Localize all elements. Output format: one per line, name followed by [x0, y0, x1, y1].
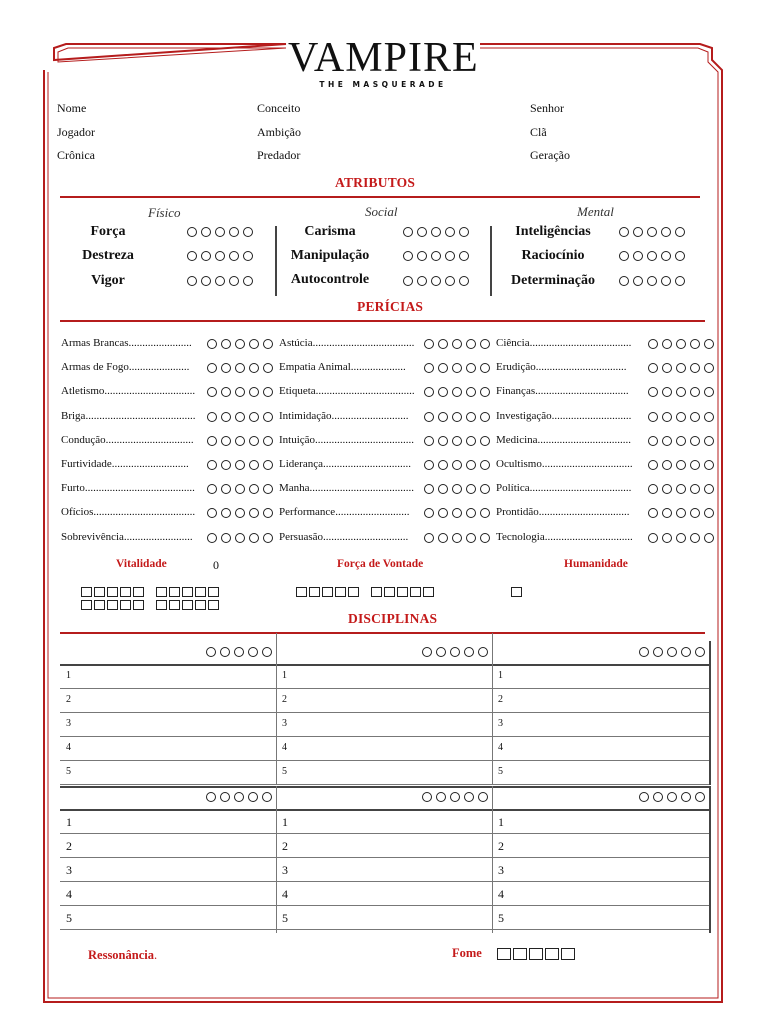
- discipline-level-dots[interactable]: [206, 647, 276, 660]
- divider: [60, 929, 709, 930]
- divider: [492, 633, 493, 785]
- attr-forca: Força: [90, 224, 126, 239]
- ressonancia-text: Ressonância: [88, 948, 154, 962]
- section-atributos: ATRIBUTOS: [335, 175, 416, 190]
- skill-label: Briga........................................: [61, 410, 196, 422]
- discipline-power-number: 5: [498, 911, 504, 925]
- skill-dots[interactable]: [424, 339, 494, 352]
- section-pericias: PERÍCIAS: [357, 299, 424, 314]
- divider: [276, 786, 277, 933]
- section-disciplinas: DISCIPLINAS: [348, 611, 438, 626]
- field-jogador[interactable]: Jogador: [57, 125, 95, 139]
- field-conceito[interactable]: Conceito: [257, 101, 301, 115]
- skill-label: Astúcia.....................................: [279, 337, 415, 349]
- divider: [60, 857, 709, 858]
- divider: [60, 833, 709, 834]
- discipline-level-dots[interactable]: [206, 792, 276, 805]
- skill-dots[interactable]: [207, 533, 277, 546]
- skill-dots[interactable]: [424, 460, 494, 473]
- attribute-dots[interactable]: [403, 227, 473, 240]
- skill-label: Tecnologia................................: [496, 531, 633, 543]
- skill-dots[interactable]: [648, 508, 718, 521]
- skill-label: Performance...........................: [279, 506, 410, 518]
- attribute-dots[interactable]: [619, 276, 689, 289]
- skill-dots[interactable]: [648, 484, 718, 497]
- attr-vigor: Vigor: [91, 273, 125, 288]
- divider: [60, 760, 709, 761]
- vitalidade-value: 0: [213, 558, 219, 572]
- skill-label: Política.....................................: [496, 482, 632, 494]
- skill-label: Liderança................................: [279, 458, 411, 470]
- skill-dots[interactable]: [648, 387, 718, 400]
- humanidade-box[interactable]: [511, 584, 524, 602]
- skill-label: Furto........................................: [61, 482, 195, 494]
- skill-label: Etiqueta....................................: [279, 385, 415, 397]
- skill-label: Armas de Fogo......................: [61, 361, 190, 373]
- vitalidade-label: Vitalidade: [116, 558, 167, 570]
- skill-dots[interactable]: [424, 484, 494, 497]
- discipline-power-number: 3: [282, 718, 287, 729]
- discipline-power-number: 4: [66, 887, 72, 901]
- discipline-power-number: 5: [66, 766, 71, 777]
- divider: [60, 905, 709, 906]
- discipline-power-number: 1: [282, 670, 287, 681]
- skill-dots[interactable]: [648, 460, 718, 473]
- attr-raciocinio: Raciocínio: [521, 248, 585, 263]
- skill-label: Armas Brancas.......................: [61, 337, 192, 349]
- attr-manipulacao: Manipulação: [290, 248, 370, 263]
- divider: [60, 664, 709, 666]
- attribute-dots[interactable]: [187, 251, 257, 264]
- skill-label: Condução................................: [61, 434, 194, 446]
- discipline-power-number: 2: [282, 694, 287, 705]
- divider: [60, 784, 709, 785]
- skill-label: Medicina..................................: [496, 434, 632, 446]
- discipline-power-number: 2: [282, 839, 288, 853]
- attribute-dots[interactable]: [187, 227, 257, 240]
- skill-dots[interactable]: [648, 339, 718, 352]
- fome-boxes[interactable]: [497, 947, 577, 965]
- discipline-power-number: 3: [66, 718, 71, 729]
- attr-inteligencias: Inteligências: [515, 224, 591, 239]
- divider: [492, 786, 493, 933]
- skill-dots[interactable]: [207, 387, 277, 400]
- skill-dots[interactable]: [207, 484, 277, 497]
- divider: [60, 786, 709, 788]
- field-nome[interactable]: Nome: [57, 101, 87, 115]
- discipline-power-number: 1: [282, 815, 288, 829]
- logo-subtitle: THE MASQUERADE: [319, 80, 447, 89]
- logo-title: VAMPIRE: [288, 35, 479, 81]
- skill-dots[interactable]: [207, 460, 277, 473]
- attribute-dots[interactable]: [403, 276, 473, 289]
- skill-dots[interactable]: [207, 339, 277, 352]
- skill-dots[interactable]: [648, 363, 718, 376]
- skill-label: Manha......................................: [279, 482, 415, 494]
- vitalidade-boxes-row2[interactable]: [81, 597, 221, 615]
- discipline-power-number: 1: [498, 815, 504, 829]
- forca-vontade-label: Força de Vontade: [337, 558, 424, 570]
- skill-label: Ocultismo.................................: [496, 458, 633, 470]
- attribute-dots[interactable]: [187, 276, 257, 289]
- discipline-power-number: 5: [498, 766, 503, 777]
- skill-label: Finanças..................................: [496, 385, 629, 397]
- skill-label: Intimidação............................: [279, 410, 409, 422]
- fome-label: Fome: [452, 946, 482, 960]
- attr-autocontrole: Autocontrole: [290, 272, 370, 287]
- skill-label: Investigação.............................: [496, 410, 632, 422]
- divider: [60, 196, 700, 198]
- skill-label: Ciência.....................................: [496, 337, 632, 349]
- field-ambicao[interactable]: Ambição: [257, 125, 301, 139]
- field-cla[interactable]: Clã: [530, 125, 547, 139]
- skill-label: Furtividade............................: [61, 458, 189, 470]
- skill-dots[interactable]: [207, 508, 277, 521]
- skill-label: Ofícios.....................................: [61, 506, 196, 518]
- discipline-power-number: 4: [282, 887, 288, 901]
- divider: [60, 688, 709, 689]
- discipline-power-number: 3: [66, 863, 72, 877]
- discipline-power-number: 1: [66, 815, 72, 829]
- skill-dots[interactable]: [424, 508, 494, 521]
- skill-label: Empatia Animal....................: [279, 361, 406, 373]
- discipline-power-number: 5: [282, 911, 288, 925]
- skill-label: Atletismo.................................: [61, 385, 196, 397]
- discipline-power-number: 4: [498, 887, 504, 901]
- discipline-level-dots[interactable]: [639, 647, 709, 660]
- skill-dots[interactable]: [424, 533, 494, 546]
- attr-determinacao: Determinação: [511, 273, 595, 288]
- humanidade-label: Humanidade: [564, 558, 628, 570]
- discipline-power-number: 2: [66, 694, 71, 705]
- field-geracao[interactable]: Geração: [530, 148, 570, 162]
- discipline-level-dots[interactable]: [422, 792, 492, 805]
- field-cronica[interactable]: Crônica: [57, 148, 95, 162]
- discipline-power-number: 2: [498, 694, 503, 705]
- discipline-power-number: 4: [66, 742, 71, 753]
- skill-label: Sobrevivência.........................: [61, 531, 193, 543]
- skill-dots[interactable]: [207, 363, 277, 376]
- discipline-power-number: 4: [498, 742, 503, 753]
- ressonancia-label[interactable]: [88, 948, 157, 963]
- discipline-power-number: 2: [66, 839, 72, 853]
- divider: [60, 881, 709, 882]
- category-social: Social: [365, 204, 398, 219]
- ressonancia-dot: .: [153, 948, 158, 962]
- attribute-dots[interactable]: [619, 251, 689, 264]
- discipline-level-dots[interactable]: [422, 647, 492, 660]
- skill-dots[interactable]: [648, 533, 718, 546]
- skill-dots[interactable]: [424, 436, 494, 449]
- discipline-power-number: 4: [282, 742, 287, 753]
- skill-dots[interactable]: [648, 436, 718, 449]
- divider: [60, 632, 705, 634]
- divider: [60, 712, 709, 713]
- discipline-power-number: 2: [498, 839, 504, 853]
- discipline-power-number: 5: [66, 911, 72, 925]
- skill-dots[interactable]: [424, 387, 494, 400]
- divider: [60, 320, 705, 322]
- category-mental: Mental: [577, 204, 614, 219]
- discipline-power-number: 1: [66, 670, 71, 681]
- field-predador[interactable]: Predador: [257, 148, 301, 162]
- attr-carisma: Carisma: [304, 224, 356, 239]
- skill-label: Prontidão.................................: [496, 506, 630, 518]
- skill-dots[interactable]: [207, 436, 277, 449]
- field-senhor[interactable]: Senhor: [530, 101, 564, 115]
- skill-dots[interactable]: [207, 412, 277, 425]
- divider: [709, 641, 711, 785]
- forca-vontade-boxes[interactable]: [296, 584, 436, 602]
- discipline-power-number: 3: [498, 718, 503, 729]
- divider: [276, 633, 277, 785]
- discipline-level-dots[interactable]: [639, 792, 709, 805]
- discipline-power-number: 3: [498, 863, 504, 877]
- skill-label: Persuasão...............................: [279, 531, 409, 543]
- skill-dots[interactable]: [424, 412, 494, 425]
- skill-label: Erudição.................................: [496, 361, 627, 373]
- attribute-dots[interactable]: [403, 251, 473, 264]
- divider: [60, 736, 709, 737]
- discipline-power-number: 1: [498, 670, 503, 681]
- discipline-power-number: 5: [282, 766, 287, 777]
- category-fisico: Físico: [148, 205, 181, 220]
- attr-destreza: Destreza: [82, 248, 134, 263]
- discipline-power-number: 3: [282, 863, 288, 877]
- divider: [709, 786, 711, 933]
- skill-dots[interactable]: [424, 363, 494, 376]
- divider: [60, 809, 709, 811]
- skill-dots[interactable]: [648, 412, 718, 425]
- divider: [490, 226, 492, 296]
- attribute-dots[interactable]: [619, 227, 689, 240]
- logo: [288, 36, 478, 98]
- skill-label: Intuição....................................: [279, 434, 415, 446]
